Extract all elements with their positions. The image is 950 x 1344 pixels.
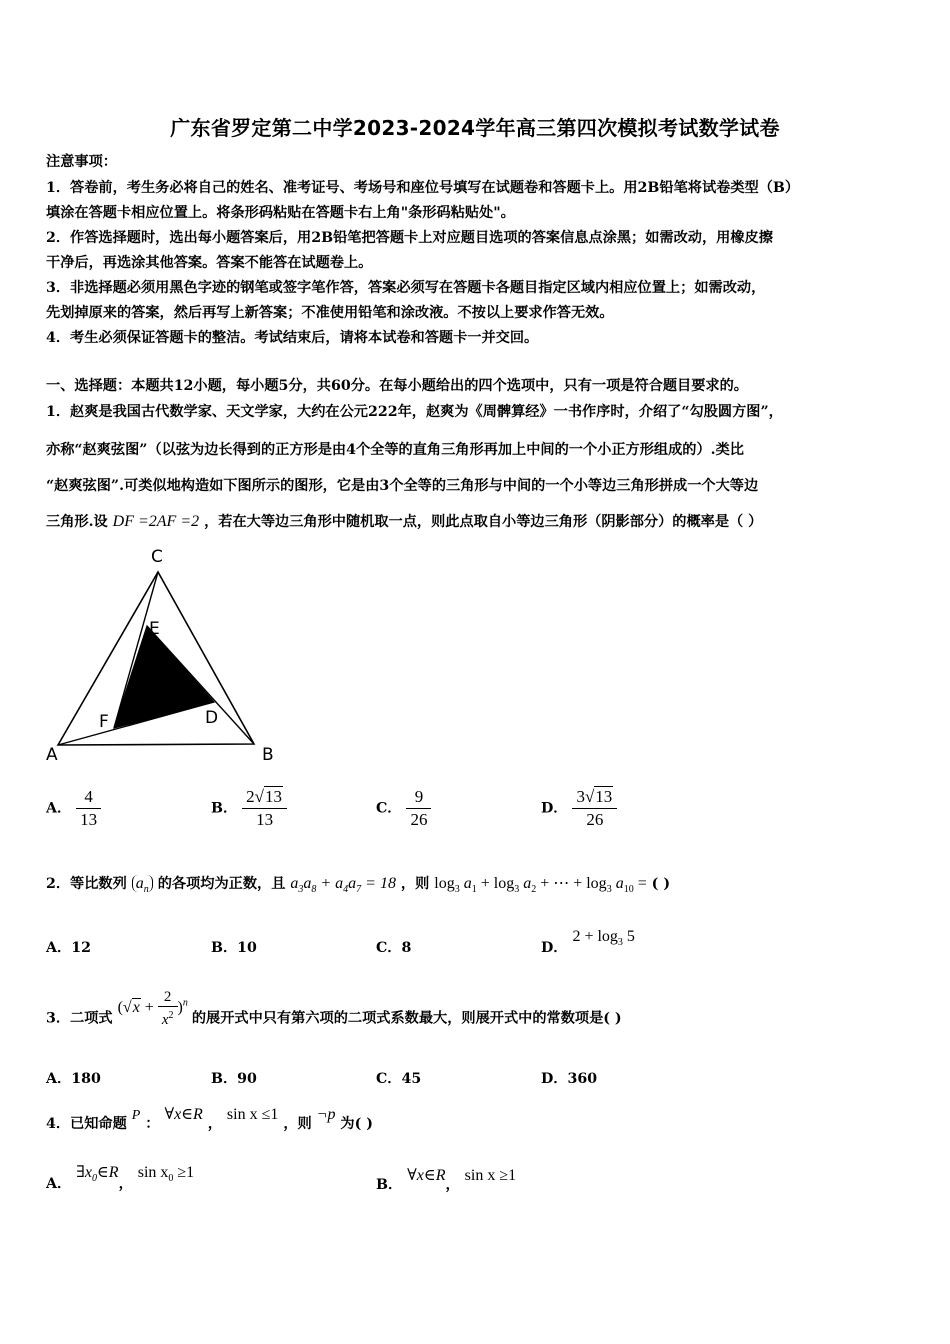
q4-line: 4．已知命题 P ： ∀x∈R ， sin x ≤1 ，则 ¬p 为( ) <box>46 1106 373 1132</box>
notice-heading: 注意事项： <box>46 154 117 170</box>
q2-option-d[interactable]: D． $2 + \log_3 5$ <box>541 928 635 956</box>
q1-line-2: 亦称“赵爽弦图”（以弦为边长得到的正方形是由4个全等的直角三角形再加上中间的一个小正方形组成的）.类比 <box>46 442 744 458</box>
q2-option-b[interactable]: B．10 <box>211 940 257 956</box>
q3-binomial: (√x + $\frac{2}{x^2}$ )$^n$ <box>117 989 188 1029</box>
q1-line-3: “赵爽弦图”.可类似地构造如下图所示的图形，它是由3个全等的三角形与中间的一个小等边三角形拼成一个大等边 <box>46 478 759 494</box>
notice-line-7: 4．考生必须保证答题卡的整洁。考试结束后，请将本试卷和答题卡一并交回。 <box>46 330 539 346</box>
notice-line-6: 先划掉原来的答案，然后再写上新答案；不准使用铅笔和涂改液。不按以上要求作答无效。 <box>46 305 614 321</box>
q1-line-1: 1．赵爽是我国古代数学家、天文学家，大约在公元222年，赵爽为《周髀算经》一书作序时，介绍了“勾股圆方图”， <box>46 404 783 420</box>
q3-line: 3．二项式 (√x + $\frac{2}{x^2}$ )$^n$ 的展开式中只有第六项的二项式系数最大，则展开式中的常数项是( ) <box>46 989 622 1029</box>
q1-line-4 <box>46 512 906 532</box>
q3-option-a[interactable]: A．180 <box>46 1071 101 1087</box>
q2-option-a[interactable]: A．12 <box>46 940 91 956</box>
notice-line-2: 填涂在答题卡相应位置上。将条形码粘贴在答题卡右上角"条形码粘贴处"。 <box>46 205 515 221</box>
q4-option-a[interactable]: A． $\exists x_0\in R$， $\sin x_0 \ge 1$ <box>46 1164 195 1192</box>
label-D: D <box>205 708 219 728</box>
q1-condition: DF =2AF =2 <box>112 513 200 530</box>
q4-option-b[interactable]: B． ∀x∈R， sin x ≥1 <box>376 1167 517 1193</box>
label-E: E <box>149 619 160 639</box>
section-heading: 一、选择题：本题共12小题，每小题5分，共60分。在每小题给出的四个选项中，只有一项是符合题目要求的。 <box>46 378 748 394</box>
label-A: A <box>46 745 58 765</box>
q1-option-a[interactable]: A． $\frac{4}{13}$ <box>46 786 101 831</box>
triangle-figure <box>40 542 290 772</box>
q1-option-d[interactable]: D． $\frac{3√13}{26}$ <box>541 786 617 831</box>
q1-option-c[interactable]: C． $\frac{9}{26}$ <box>376 786 431 831</box>
notice-line-4: 干净后，再选涂其他答案。答案不能答在试题卷上。 <box>46 255 373 271</box>
notice-line-5: 3．非选择题必须用黑色字迹的钢笔或签字笔作答，答案必须写在答题卡各题目指定区域内相应位置上；如需改动， <box>46 280 766 296</box>
q2-option-c[interactable]: C．8 <box>376 940 412 956</box>
q2-expression: $\log_3 a_1 + \log_3 a_2$ + ⋯ + $\log_3 a_{10}$ = <box>434 875 647 896</box>
q2-line: 2．等比数列 $a_n$ 的各项均为正数，且 $a_3a_8 + a_4a_7 = 18$ ，则 $\log_3 a_1 + \log_3 a_2$ + ⋯ + $\log_3 a_{10}$ = ( ) <box>46 875 671 896</box>
notice-line-1: 1．答卷前，考生务必将自己的姓名、准考证号、考场号和座位号填写在试题卷和答题卡上。用2B铅笔将试卷类型（B） <box>46 180 800 196</box>
notice-line-3: 2．作答选择题时，选出每小题答案后，用2B铅笔把答题卡上对应题目选项的答案信息点涂黑；如需改动，用橡皮擦 <box>46 230 773 246</box>
q2-condition: $a_3a_8 + a_4a_7 = 18$ <box>290 875 396 896</box>
q1-line-4-pre: 三角形.设 <box>46 514 108 530</box>
label-F: F <box>99 712 109 732</box>
q3-option-c[interactable]: C．45 <box>376 1071 422 1087</box>
q1-line-4-post: ，若在大等边三角形中随机取一点，则此点取自小等边三角形（阴影部分）的概率是（ ） <box>204 514 763 530</box>
q2-sequence: $a_n$ <box>132 875 153 892</box>
q3-option-d[interactable]: D．360 <box>541 1071 598 1087</box>
page-title: 广东省罗定第二中学2023-2024学年高三第四次模拟考试数学试卷 <box>170 116 780 140</box>
label-C: C <box>151 547 163 567</box>
q1-option-b[interactable]: B． $\frac{2√13}{13}$ <box>211 786 287 831</box>
label-B: B <box>262 745 274 765</box>
q3-option-b[interactable]: B．90 <box>211 1071 257 1087</box>
